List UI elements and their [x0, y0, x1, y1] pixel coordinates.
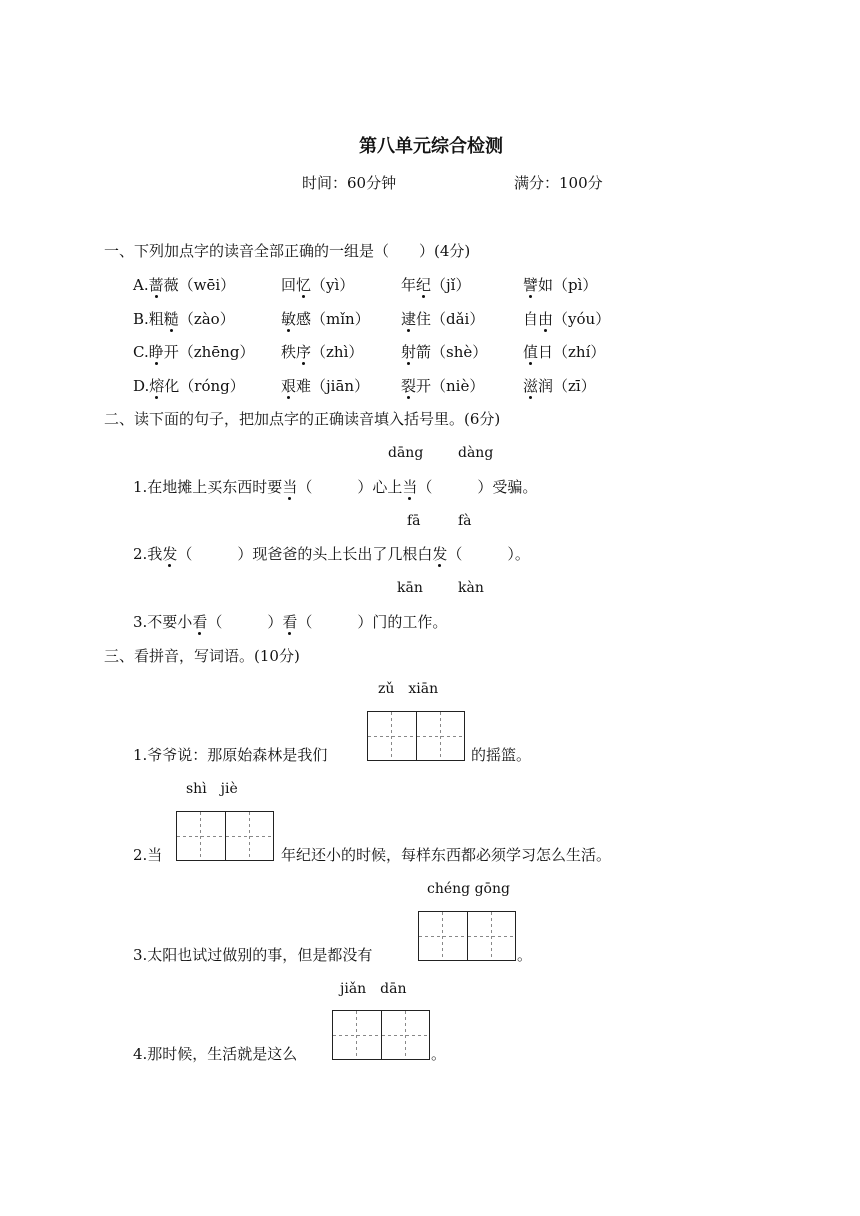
q1-option-b-1: B.粗糙（zào）	[133, 310, 235, 328]
q1-option-c-1: C.睁开（zhēng）	[133, 343, 255, 361]
q3-item2-text-before: 2.当	[133, 846, 163, 864]
q3-item1-pinyin: zǔ xiān	[378, 681, 439, 697]
q1-option-d-2: 艰难（jiān）	[281, 377, 370, 395]
q1-option-d-1: D.熔化（róng）	[133, 377, 245, 395]
q2-s2-pinyin-1: fā	[407, 513, 421, 529]
write-cell[interactable]	[177, 812, 225, 860]
q1-option-c-3: 射箭（shè）	[401, 343, 488, 361]
q3-item2-text-after: 年纪还小的时候，每样东西都必须学习怎么生活。	[281, 846, 612, 864]
q1-heading: 一、下列加点字的读音全部正确的一组是（ ）(4分)	[104, 242, 471, 260]
q1-option-c-2: 秩序（zhì）	[281, 343, 364, 361]
q1-option-c-4: 值日（zhí）	[523, 343, 606, 361]
q1-option-d-4: 滋润（zī）	[523, 377, 596, 395]
write-cell[interactable]	[416, 712, 465, 760]
q2-s1-pinyin-1: dāng	[388, 445, 424, 461]
full-score: 满分：100分	[514, 174, 603, 192]
q3-item1-write-grid[interactable]	[367, 711, 465, 761]
q3-item3-text-before: 3.太阳也试过做别的事，但是都没有	[133, 946, 373, 964]
q2-heading: 二、读下面的句子，把加点字的正确读音填入括号里。(6分)	[104, 410, 501, 428]
q3-item4-write-grid[interactable]	[332, 1010, 430, 1060]
write-cell[interactable]	[368, 712, 416, 760]
q1-option-a-1: A.蔷薇（wēi）	[133, 276, 236, 294]
q1-option-b-2: 敏感（mǐn）	[281, 310, 370, 328]
q3-item3-text-after: 。	[517, 946, 533, 964]
q1-option-a-3: 年纪（jǐ）	[401, 276, 471, 294]
q1-option-d-3: 裂开（niè）	[401, 377, 485, 395]
q1-option-a-2: 回忆（yì）	[281, 276, 355, 294]
q3-item4-pinyin: jiǎn dān	[340, 981, 407, 997]
q2-sentence-1: 1.在地摊上买东西时要当（ ）心上当（ ）受骗。	[133, 478, 538, 496]
write-cell[interactable]	[381, 1011, 430, 1059]
q3-item2-pinyin: shì jiè	[186, 781, 238, 797]
q3-item4-text-after: 。	[431, 1045, 447, 1063]
q1-option-b-4: 自由（yóu）	[523, 310, 611, 328]
page-title: 第八单元综合检测	[359, 136, 503, 157]
q3-item4-text-before: 4.那时候，生活就是这么	[133, 1045, 298, 1063]
q2-s3-pinyin-1: kān	[397, 580, 423, 596]
write-cell[interactable]	[419, 912, 467, 960]
q1-option-a-4: 譬如（pì）	[523, 276, 598, 294]
time-limit: 时间：60分钟	[302, 174, 397, 192]
q2-s3-pinyin-2: kàn	[458, 580, 484, 596]
write-cell[interactable]	[467, 912, 516, 960]
q2-sentence-2: 2.我发（ ）现爸爸的头上长出了几根白发（ ）。	[133, 545, 530, 563]
q1-option-b-3: 逮住（dǎi）	[401, 310, 485, 328]
q3-item1-text-before: 1.爷爷说：那原始森林是我们	[133, 746, 328, 764]
q2-sentence-3: 3.不要小看（ ）看（ ）门的工作。	[133, 613, 448, 631]
q3-item1-text-after: 的摇篮。	[471, 746, 532, 764]
q2-s2-pinyin-2: fà	[458, 513, 472, 529]
q2-s1-pinyin-2: dàng	[458, 445, 494, 461]
q3-heading: 三、看拼音，写词语。(10分)	[104, 647, 300, 665]
q3-item3-write-grid[interactable]	[418, 911, 516, 961]
q3-item3-pinyin: chéng gōng	[427, 881, 510, 897]
write-cell[interactable]	[225, 812, 274, 860]
q3-item2-write-grid[interactable]	[176, 811, 274, 861]
write-cell[interactable]	[333, 1011, 381, 1059]
